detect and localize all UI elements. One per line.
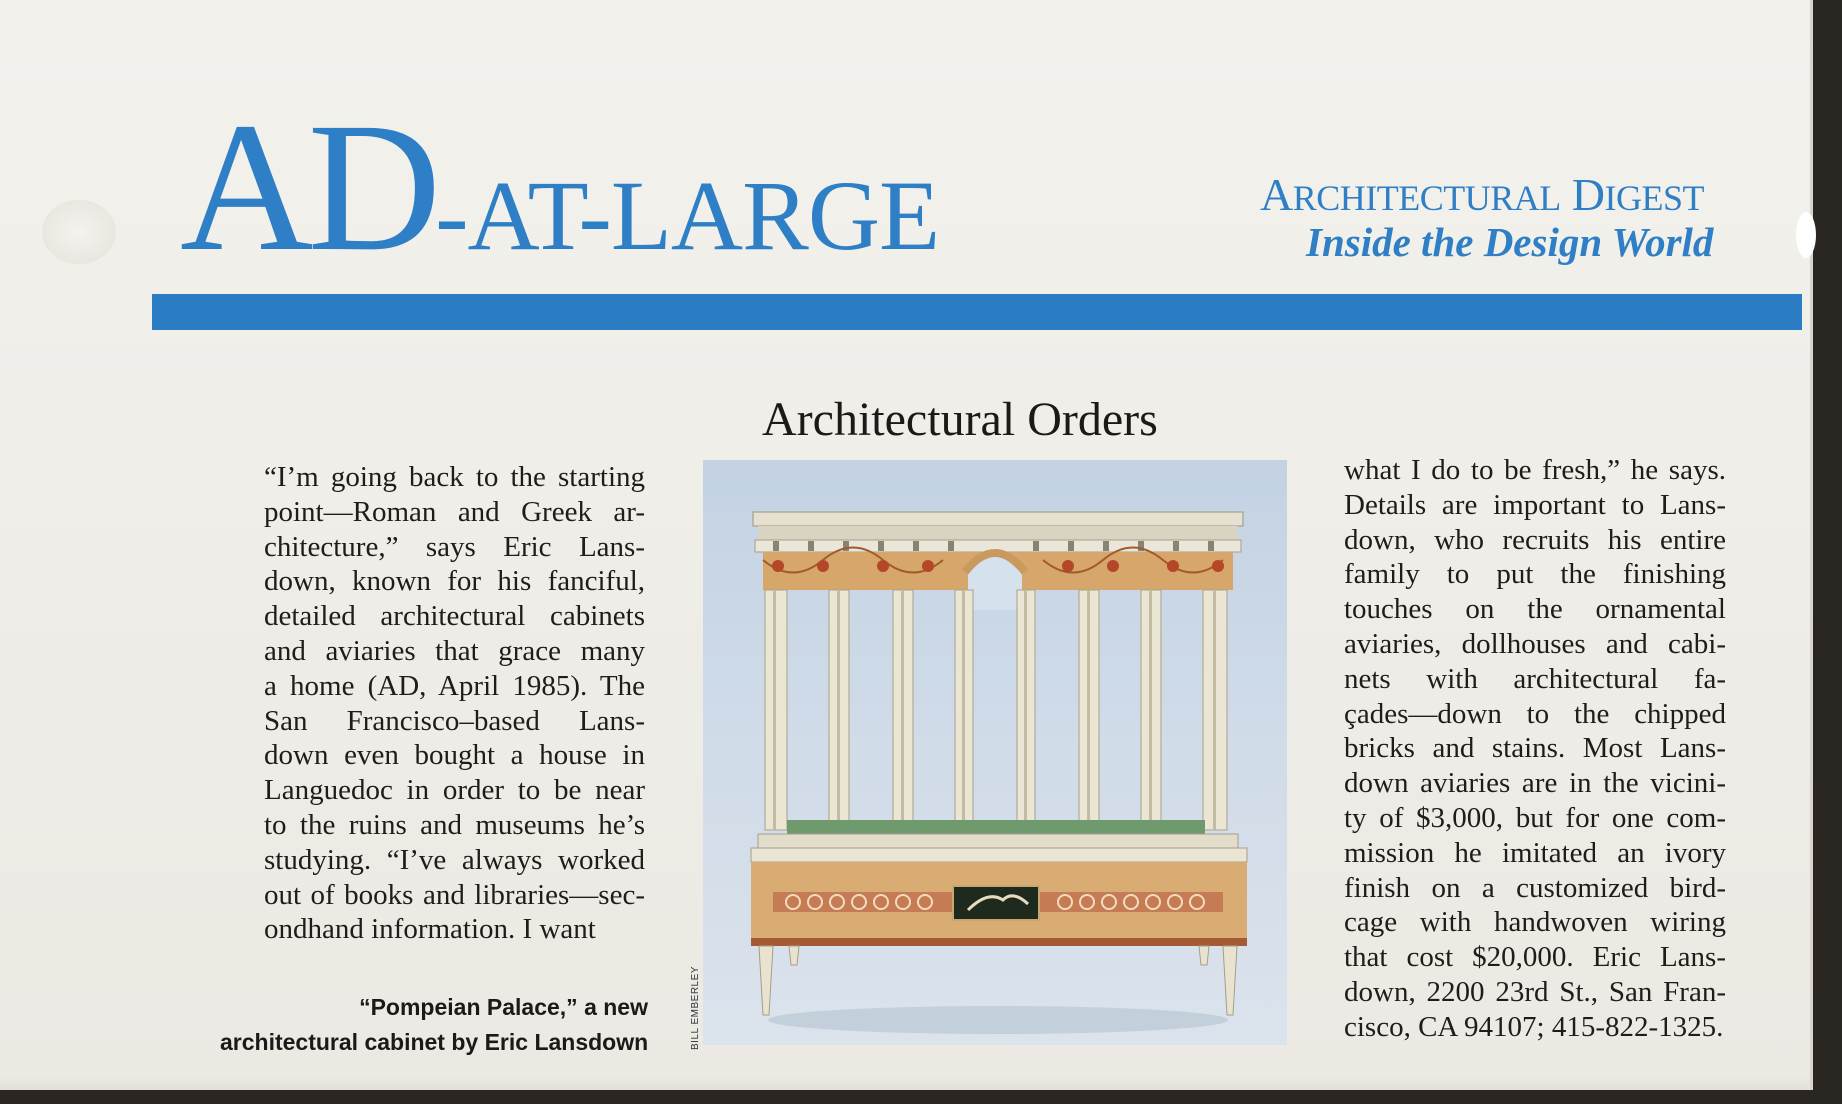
caption-line-1: “Pompeian Palace,” a new bbox=[359, 994, 648, 1020]
text-line: aviaries, dollhouses and cabi- bbox=[1344, 627, 1726, 660]
text-line: and aviaries that grace many bbox=[264, 634, 645, 667]
text-line: down even bought a house in bbox=[264, 739, 645, 772]
masthead-at-large: -AT-LARGE bbox=[435, 160, 940, 271]
caption-line-2: architectural cabinet by Eric Lansdown bbox=[220, 1029, 649, 1055]
text-line: family to put the finishing bbox=[1344, 558, 1726, 591]
text-line: down, known for his fanciful, bbox=[264, 565, 645, 598]
masthead-rule bbox=[152, 294, 1802, 330]
text-line: çades—down to the chipped bbox=[1344, 697, 1726, 730]
text-line: mission he imitated an ivory bbox=[1344, 836, 1726, 869]
text-line: chitecture,” says Eric Lans- bbox=[264, 530, 645, 563]
text-line: detailed architectural cabinets bbox=[264, 600, 645, 633]
photo-caption bbox=[220, 990, 648, 1060]
publication-tagline: Inside the Design World bbox=[1306, 219, 1714, 265]
text-line: to the ruins and museums he’s bbox=[264, 808, 645, 841]
text-line: a home (AD, April 1985). The bbox=[264, 669, 645, 702]
punch-hole-mark bbox=[42, 200, 116, 264]
text-line: nets with architectural fa- bbox=[1344, 662, 1726, 695]
text-line: “I’m going back to the starting bbox=[264, 461, 645, 493]
right-article-column bbox=[1344, 453, 1726, 1045]
pompeian-palace-illustration bbox=[703, 460, 1287, 1045]
text-line: finish on a customized bird- bbox=[1344, 871, 1726, 904]
section-title: Architectural Orders bbox=[762, 393, 1158, 446]
text-line: bricks and stains. Most Lans- bbox=[1344, 732, 1726, 765]
text-line: down aviaries are in the vicini- bbox=[1344, 767, 1726, 800]
photo-credit: BILL EMBERLEY bbox=[690, 966, 701, 1050]
text-line: San Francisco–based Lans- bbox=[264, 704, 645, 737]
text-line: point—Roman and Greek ar- bbox=[264, 495, 645, 528]
text-line: Details are important to Lans- bbox=[1344, 488, 1726, 521]
text-line: down, who recruits his entire bbox=[1344, 523, 1726, 556]
text-line: what I do to be fresh,” he says. bbox=[1344, 454, 1726, 486]
text-line: ty of $3,000, but for one com- bbox=[1344, 801, 1726, 834]
text-line: ondhand information. I want bbox=[264, 913, 596, 946]
text-line: out of books and libraries—sec- bbox=[264, 878, 645, 911]
text-line: touches on the ornamental bbox=[1344, 593, 1726, 626]
text-line: down, 2200 23rd St., San Fran- bbox=[1344, 975, 1726, 1008]
text-line: cisco, CA 94107; 415-822-1325. bbox=[1344, 1010, 1724, 1043]
cabinet-photo bbox=[703, 460, 1287, 1045]
publication-name: ARCHITECTURAL DIGEST bbox=[1260, 169, 1704, 220]
text-line: Languedoc in order to be near bbox=[264, 774, 645, 807]
left-article-column bbox=[264, 460, 645, 947]
text-line: studying. “I’ve always worked bbox=[264, 843, 645, 876]
masthead-ad: AD bbox=[180, 85, 436, 290]
column-masthead bbox=[180, 85, 940, 290]
text-line: that cost $20,000. Eric Lans- bbox=[1344, 941, 1726, 974]
text-line: cage with handwoven wiring bbox=[1344, 906, 1726, 939]
